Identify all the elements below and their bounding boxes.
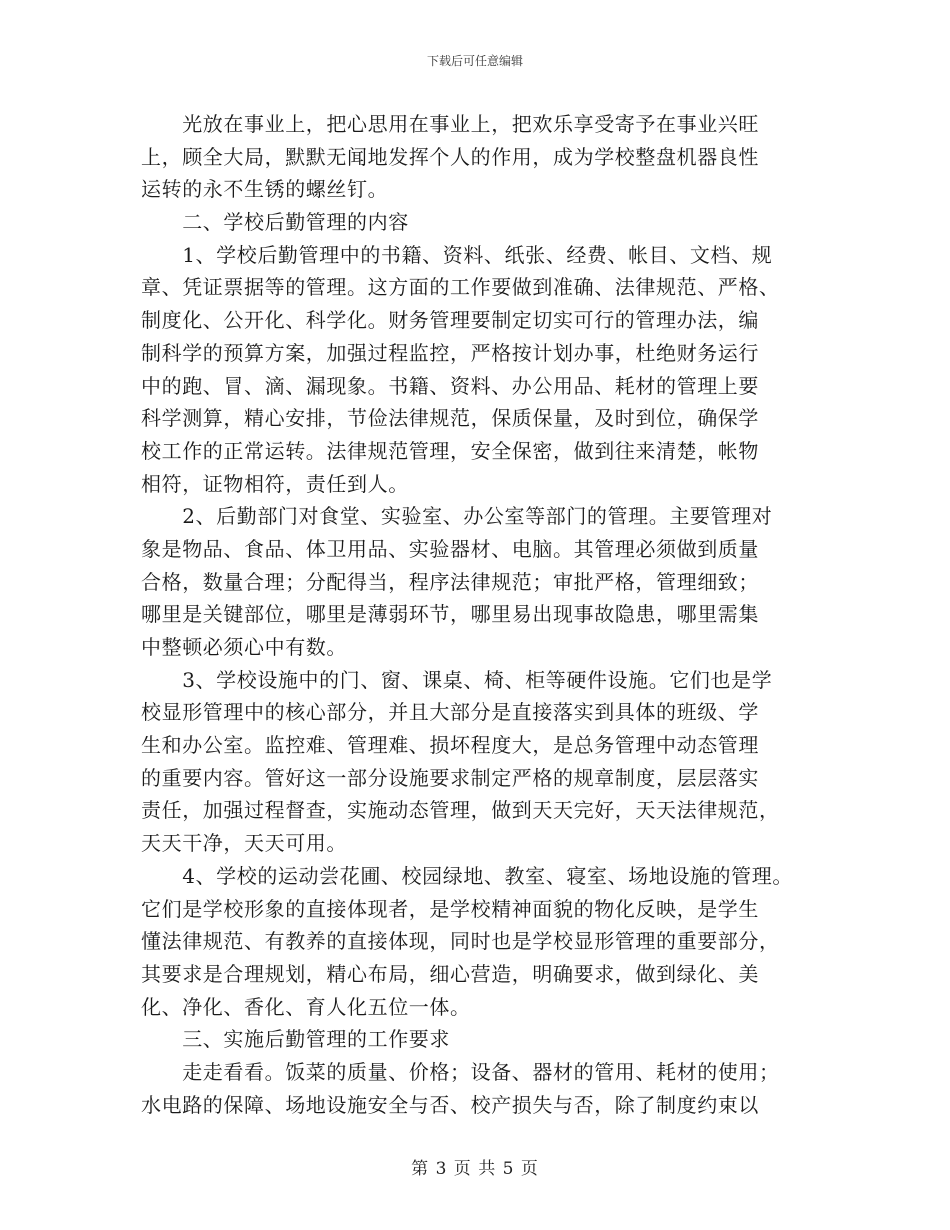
text-line: 4、学校的运动尝花圃、校园绿地、教室、寝室、场地设施的管理。 — [141, 863, 793, 888]
text-line: 校显形管理中的核心部分，并且大部分是直接落实到具体的班级、学 — [141, 700, 759, 725]
text-line: 水电路的保障、场地设施安全与否、校产损失与否，除了制度约束以 — [141, 1092, 759, 1117]
text-line: 上，顾全大局，默默无闻地发挥个人的作用，成为学校整盘机器良性 — [141, 144, 759, 169]
text-line: 相符，证物相符，责任到人。 — [141, 471, 409, 496]
page-header: 下载后可任意编辑 — [426, 54, 523, 68]
text-line: 3、学校设施中的门、窗、课桌、椅、柜等硬件设施。它们也是学 — [141, 667, 773, 692]
text-line: 章、凭证票据等的管理。这方面的工作要做到准确、法律规范、严格、 — [141, 275, 780, 300]
text-line: 1、学校后勤管理中的书籍、资料、纸张、经费、帐目、文档、规 — [141, 242, 773, 267]
text-line: 天天干净，天天可用。 — [141, 831, 347, 856]
text-line: 制科学的预算方案，加强过程监控，严格按计划办事，杜绝财务运行 — [141, 340, 759, 365]
text-line: 懂法律规范、有教养的直接体现，同时也是学校显形管理的重要部分， — [141, 929, 780, 954]
text-line: 走走看看。饭菜的质量、价格；设备、器材的管用、耗材的使用； — [141, 1059, 780, 1084]
page-footer: 第 3 页 共 5 页 — [411, 1159, 539, 1179]
text-line: 中整顿必须心中有数。 — [141, 635, 347, 659]
text-line: 化、净化、香化、育人化五位一体。 — [141, 994, 471, 1019]
section-heading: 二、学校后勤管理的内容 — [141, 210, 409, 235]
text-line: 其要求是合理规划，精心布局，细心营造，明确要求，做到绿化、美 — [141, 961, 759, 986]
text-line: 象是物品、食品、体卫用品、实验器材、电脑。其管理必须做到质量 — [141, 536, 759, 561]
text-line: 它们是学校形象的直接体现者，是学校精神面貌的物化反映，是学生 — [141, 896, 759, 921]
text-line: 责任，加强过程督查，实施动态管理，做到天天完好，天天法律规范， — [141, 798, 780, 823]
text-line: 生和办公室。监控难、管理难、损坏程度大，是总务管理中动态管理 — [141, 733, 759, 758]
text-line: 校工作的正常运转。法律规范管理，安全保密，做到往来清楚，帐物 — [141, 438, 759, 463]
section-heading: 三、实施后勤管理的工作要求 — [141, 1027, 450, 1052]
text-line: 哪里是关键部位，哪里是薄弱环节，哪里易出现事故隐患，哪里需集 — [141, 602, 759, 627]
text-line: 运转的永不生锈的螺丝钉。 — [141, 177, 389, 202]
text-line: 中的跑、冒、滴、漏现象。书籍、资料、办公用品、耗材的管理上要 — [141, 373, 759, 398]
text-line: 2、后勤部门对食堂、实验室、办公室等部门的管理。主要管理对 — [141, 504, 773, 529]
body-text — [141, 108, 821, 1121]
text-line: 的重要内容。管好这一部分设施要求制定严格的规章制度，层层落实 — [141, 765, 759, 790]
text-line: 科学测算，精心安排，节俭法律规范，保质保量，及时到位，确保学 — [141, 406, 759, 431]
text-line: 合格，数量合理；分配得当，程序法律规范；审批严格，管理细致； — [141, 569, 759, 594]
text-line: 制度化、公开化、科学化。财务管理要制定切实可行的管理办法，编 — [141, 308, 759, 333]
text-line: 光放在事业上，把心思用在事业上，把欢乐享受寄予在事业兴旺 — [141, 112, 759, 136]
